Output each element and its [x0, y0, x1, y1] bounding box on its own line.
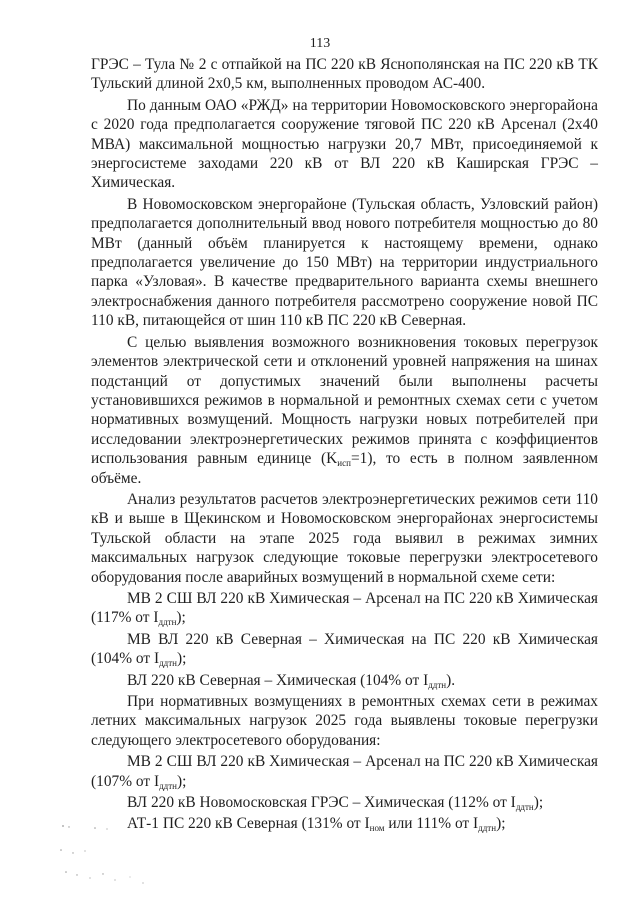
scan-noise-specks: [55, 820, 165, 890]
item-text: ВЛ 220 кВ Новомосковская ГРЭС – Химическая (112% от I: [127, 794, 516, 812]
item-text: ВЛ 220 кВ Северная – Химическая (104% от I: [127, 671, 429, 689]
item-text: МВ 2 СШ ВЛ 220 кВ Химическая – Арсенал на ПС 220 кВ Химическая (117% от I: [91, 589, 598, 627]
overload-item-1: [91, 589, 598, 628]
item-text: АТ-1 ПС 220 кВ Северная (131% от I: [127, 815, 370, 833]
subscript: ддтн: [478, 823, 497, 834]
paragraph-rzd-arsenal: По данным ОАО «РЖД» на территории Новомосковского энергорайона с 2020 года предполагается сооружение тяговой ПС 220 кВ Арсенал (2х40 МВА) максимальной мощностью нагрузки 20,7 МВт, присоединяемой к энергосистеме заходами 220 кВ от ВЛ 220 кВ Каширская ГРЭС – Химическая.: [91, 96, 598, 192]
item-text: );: [496, 815, 506, 833]
overload-item-3: [91, 671, 598, 690]
item-text: МВ ВЛ 220 кВ Северная – Химическая на ПС 220 кВ Химическая (104% от I: [91, 630, 598, 668]
subscript: исп: [337, 458, 351, 469]
item-text: );: [176, 609, 186, 627]
page-number: 113: [309, 36, 331, 51]
item-text: );: [177, 772, 187, 790]
paragraph-calculation-purpose: [91, 333, 598, 488]
paragraph-analysis-results: Анализ результатов расчетов электроэнергетических режимов сети 110 кВ и выше в Щекинском и Новомосковском энергорайонах энергосистемы Тульской области на этапе 2025 года выявил в режимах зимних максимальных нагрузок следующие токовые перегрузки электросетевого оборудования после аварийных возмущений в нормальной схеме сети:: [91, 490, 598, 586]
item-text: МВ 2 СШ ВЛ 220 кВ Химическая – Арсенал на ПС 220 кВ Химическая (107% от I: [91, 753, 598, 790]
item-text: );: [533, 794, 544, 812]
subscript: ддтн: [159, 780, 177, 791]
subscript: ддтн: [428, 679, 447, 690]
overload-item-5: [91, 793, 598, 812]
subscript: ном: [369, 823, 385, 834]
subscript: ддтн: [159, 658, 177, 669]
subscript: ддтн: [515, 802, 534, 813]
paragraph-repair-schemes: При нормативных возмущениях в ремонтных схемах сети в режимах летних максимальных нагрузок 2025 года выявлены токовые перегрузки следующего электросетевого оборудования:: [91, 693, 598, 749]
item-text: );: [177, 650, 187, 668]
item-text: или 111% от I: [384, 815, 479, 833]
overload-item-6: [91, 814, 598, 833]
paragraph-continuation: ГРЭС – Тула № 2 с отпайкой на ПС 220 кВ Яснополянская на ПС 220 кВ ТК Тульский длиной 2х0,5 км, выполненных проводом АС-400.: [91, 56, 598, 93]
subscript: ддтн: [158, 617, 177, 628]
paragraph-uzlovaya-park: В Новомосковском энергорайоне (Тульская область, Узловский район) предполагается дополнительный ввод нового потребителя мощностью до 80 МВт (данный объём планируется к настоящему времени, однако предполагается увеличение до 150 МВт) на территории индустриального парка «Узловая». В качестве предварительного варианта схемы внешнего электроснабжения данного потребителя рассмотрено сооружение новой ПС 110 кВ, питающейся от шин 110 кВ ПС 220 кВ Северная.: [91, 195, 598, 330]
paragraph-text: =1), то есть в полном заявленном объёме.: [91, 450, 598, 487]
overload-item-4: [91, 752, 598, 791]
paragraph-text: С целью выявления возможного возникновения токовых перегрузок элементов электрической сети и отклонений уровней напряжения на шинах подстанций от допустимых значений были выполнены расчеты установившихся режимов в нормальной и ремонтных схемах сети с учетом нормативных возмущений. Мощность нагрузки новых потребителей при исследовании электроэнергетических режимов принята с коэффициентов использования равным единице (K: [91, 333, 598, 468]
item-text: ).: [446, 671, 456, 689]
document-body: [91, 55, 598, 834]
overload-item-2: [91, 630, 598, 669]
